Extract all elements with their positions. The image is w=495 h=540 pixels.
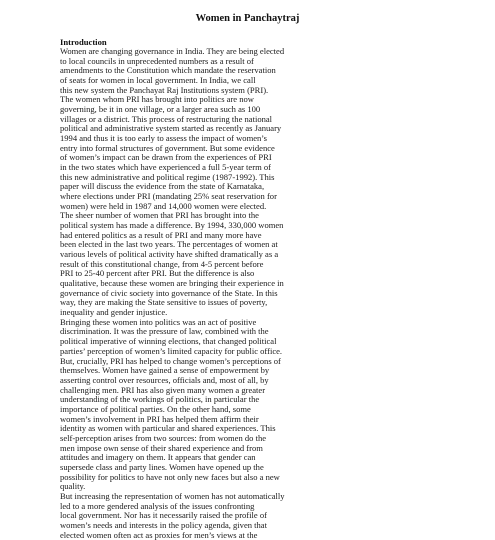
text-line: But increasing the representation of women has not automatically bbox=[60, 491, 285, 501]
text-line: villages or a district. This process of restructuring the national bbox=[60, 114, 273, 124]
text-line: qualitative, because these women are bringing their experience in bbox=[60, 279, 284, 289]
text-line: identity as women with particular and shared experiences. This bbox=[60, 424, 276, 434]
text-line: women’s involvement in PRI has helped them affirm their bbox=[60, 414, 259, 424]
text-line: this new system the Panchayat Raj Institutions system (PRI). bbox=[60, 85, 269, 95]
section-heading-introduction: Introduction bbox=[60, 37, 107, 47]
text-line: governing, be it in one village, or a larger area such as 100 bbox=[60, 105, 261, 115]
text-line: women) were held in 1987 and 14,000 women were elected. bbox=[60, 201, 267, 211]
text-line: entry into formal structures of government. But some evidence bbox=[60, 143, 275, 153]
text-line: inequality and gender injustice. bbox=[60, 308, 168, 318]
text-line: men impose own sense of their shared experience and from bbox=[60, 443, 263, 453]
text-line: 1994 and thus it is too early to assess the impact of women’s bbox=[60, 134, 267, 144]
text-line: challenging men. PRI has also given many women a greater bbox=[60, 385, 266, 395]
text-line: understanding of the workings of politics, in particular the bbox=[60, 395, 260, 405]
text-line: quality. bbox=[60, 482, 86, 492]
text-line: self-perception arises from two sources: from women do the bbox=[60, 433, 267, 443]
text-line: to local councils in unprecedented numbers as a result of bbox=[60, 56, 254, 66]
text-line: asserting control over resources, officials and, most of all, by bbox=[60, 375, 269, 385]
text-line: attitudes and imagery on them. It appears that gender can bbox=[60, 453, 256, 463]
text-line: governance of civic society into governance of the State. In this bbox=[60, 288, 278, 298]
text-line: way, they are making the State sensitive to issues of poverty, bbox=[60, 298, 268, 308]
text-line: themselves. Women have gained a sense of empowerment by bbox=[60, 366, 270, 376]
text-line: result of this constitutional change, from 4-5 percent before bbox=[60, 259, 264, 269]
text-line: Women are changing governance in India. They are being elected bbox=[60, 47, 285, 56]
text-line: where elections under PRI (mandating 25% seat reservation for bbox=[60, 192, 277, 202]
text-line: of women’s impact can be drawn from the experiences of PRI bbox=[60, 153, 272, 163]
text-line: been elected in the last two years. The percentages of women at bbox=[60, 240, 278, 250]
document-title: Women in Panchaytraj bbox=[195, 13, 300, 24]
text-line: supersede class and party lines. Women have opened up the bbox=[60, 462, 264, 472]
text-line: various levels of political activity have shifted dramatically as a bbox=[60, 250, 279, 260]
text-line: local government. Nor has it necessarily raised the profile of bbox=[60, 511, 267, 521]
text-line: elected women often act as proxies for men’s views at the bbox=[60, 530, 258, 540]
text-line: The sheer number of women that PRI has brought into the bbox=[60, 211, 259, 221]
text-line: had entered politics as a result of PRI and many more have bbox=[60, 230, 262, 240]
text-line: of seats for women in local government. In India, we call bbox=[60, 76, 256, 86]
text-line: amendments to the Constitution which mandate the reservation bbox=[60, 66, 276, 76]
body-text bbox=[60, 47, 345, 540]
text-line: women’s needs and interests in the policy agenda, given that bbox=[60, 520, 267, 530]
text-line: political and administrative system started as recently as January bbox=[60, 124, 282, 134]
text-line: PRI to 25-40 percent after PRI. But the difference is also bbox=[60, 269, 255, 279]
text-line: Bringing these women into politics was an act of positive bbox=[60, 317, 257, 327]
text-line: political imperative of winning elections, that changed political bbox=[60, 337, 277, 347]
text-line: this new administrative and political regime (1987-1992). This bbox=[60, 172, 275, 182]
text-line: possibility for politics to have not only new faces but also a new bbox=[60, 472, 280, 482]
text-line: political system has made a difference. By 1994, 330,000 women bbox=[60, 221, 284, 231]
text-line: parties’ perception of women’s limited capacity for public office. bbox=[60, 346, 283, 356]
text-line: discrimination. It was the pressure of law, combined with the bbox=[60, 327, 269, 337]
text-line: in the two states which have experienced a full 5-year term of bbox=[60, 163, 271, 173]
text-line: paper will discuss the evidence from the state of Karnataka, bbox=[60, 182, 265, 192]
text-line: The women whom PRI has brought into politics are now bbox=[60, 95, 254, 105]
text-line: importance of political parties. On the other hand, some bbox=[60, 404, 251, 414]
text-line: But, crucially, PRI has helped to change women’s perceptions of bbox=[60, 356, 281, 366]
text-line: led to a more gendered analysis of the issues confronting bbox=[60, 501, 255, 511]
